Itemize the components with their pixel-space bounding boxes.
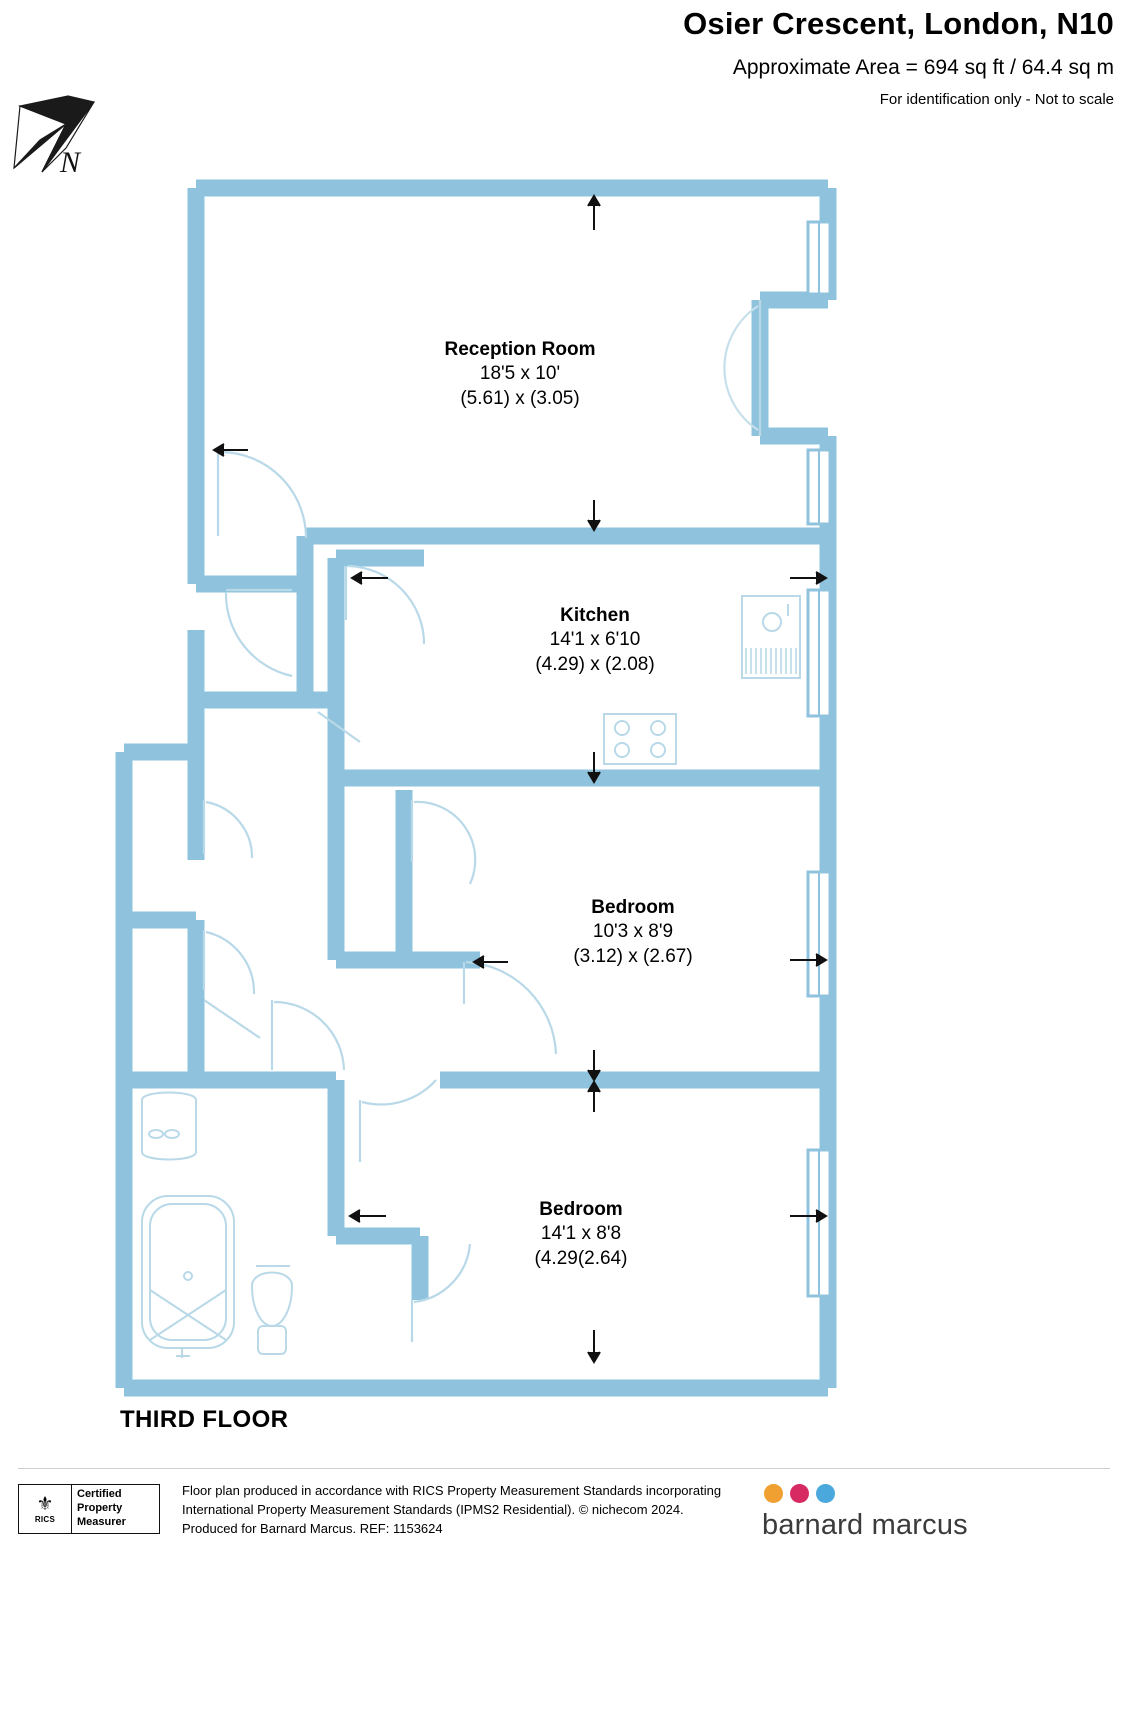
legal-line-3: Produced for Barnard Marcus. REF: 1153624 [182,1520,443,1536]
rics-label-line3: Measurer [77,1515,126,1528]
rics-mark: RICS [34,1514,56,1524]
rics-logo [19,1485,72,1533]
brand-name: barnard marcus [762,1509,968,1541]
rics-label-line1: Certified [77,1488,122,1500]
approximate-area: Approximate Area = 694 sq ft / 64.4 sq m [732,56,1114,79]
rics-emblem-icon: ⚜ [36,1493,54,1515]
rics-label-line2: Property [77,1501,123,1514]
room-label-bedroom-1: Bedroom 10'3 x 8'9 (3.12) x (2.67) [573,897,693,967]
legal-line-1: Floor plan produced in accordance with RICS Property Measurement Standards incorporating [182,1483,722,1498]
legal-line-2: International Property Measurement Standards (IPMS2 Residential). © nichecom 2024. [182,1501,684,1517]
room-label-kitchen: Kitchen 14'1 x 6'10 (4.29) x (2.08) [535,605,655,675]
rics-certified-badge [18,1484,160,1534]
compass-letter-n: N [60,146,81,179]
legal-text [182,1482,762,1539]
page-title: Osier Crescent, London, N10 [683,6,1114,41]
brand-dot-3 [816,1484,835,1503]
footer [0,1468,1128,1548]
brand-dots [764,1484,1112,1503]
footer-divider [18,1468,1110,1469]
room-label-bedroom-2: Bedroom 14'1 x 8'8 (4.29(2.64) [534,1199,628,1269]
brand-dot-1 [764,1484,783,1503]
brand-block [762,1484,1112,1542]
scale-disclaimer: For identification only - Not to scale [879,91,1114,108]
brand-dot-2 [790,1484,809,1503]
bathroom-fixtures [142,1093,292,1359]
floor-label: THIRD FLOOR [120,1406,289,1433]
room-label-reception: Reception Room 18'5 x 10' (5.61) x (3.05) [444,339,596,409]
doors [204,300,760,1342]
